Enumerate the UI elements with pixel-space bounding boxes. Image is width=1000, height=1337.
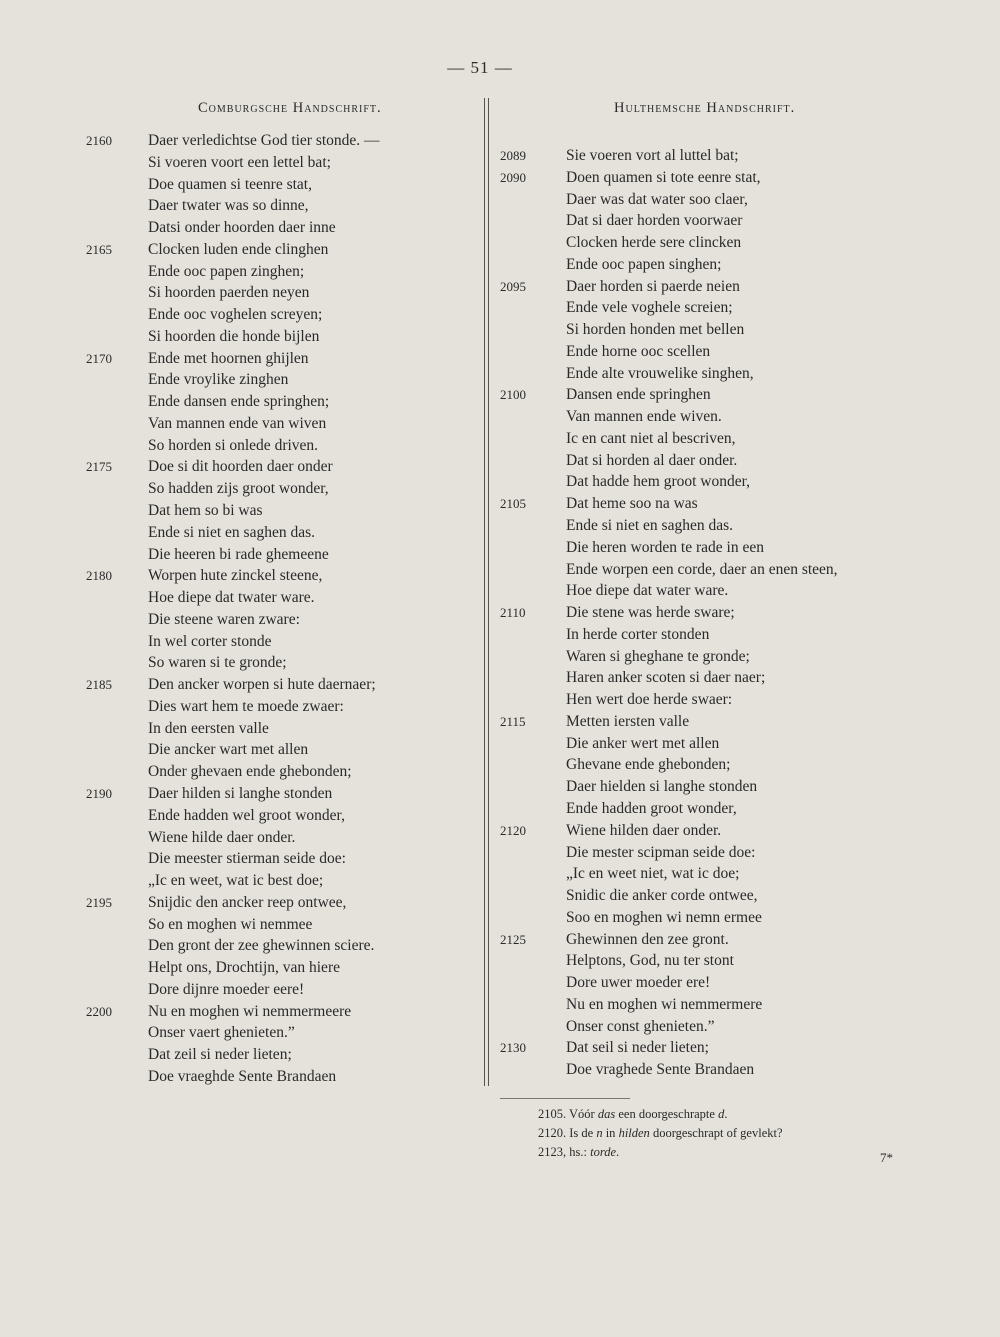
- verse-line: [500, 232, 920, 254]
- verse-line: [86, 391, 466, 413]
- verse-text: Nu en moghen wi nemmermere: [566, 995, 763, 1013]
- verse-text: Dat zeil si neder lieten;: [148, 1046, 292, 1064]
- line-number: 2195: [86, 894, 112, 910]
- verse-text: Wiene hilde daer onder.: [148, 828, 296, 846]
- verse-line: [500, 950, 920, 972]
- verse-line: [86, 413, 466, 435]
- verse-text: Ende si niet en saghen das.: [148, 523, 316, 541]
- verse-text: Die anker wert met allen: [566, 734, 720, 752]
- line-number: 2185: [86, 677, 112, 693]
- verse-line: [86, 914, 466, 936]
- verse-line: [500, 1037, 920, 1059]
- verse-text: Daer twater was so dinne,: [148, 197, 309, 215]
- verse-text: In herde corter stonden: [566, 625, 710, 643]
- footnote-text: 2120. Is de: [538, 1126, 597, 1140]
- verse-text: Doe vraghede Sente Brandaen: [566, 1061, 755, 1079]
- verse-text: Ende alte vrouwelike singhen,: [566, 364, 754, 382]
- verse-text: Daer horden si paerde neien: [566, 277, 740, 295]
- footnote-text: 2105. Vóór: [538, 1107, 598, 1121]
- verse-line: [500, 515, 920, 537]
- verse-line: [86, 478, 466, 500]
- verse-line: [500, 363, 920, 385]
- verse-line: [86, 892, 466, 914]
- verse-line: [500, 842, 920, 864]
- verse-text: Ic en cant niet al bescriven,: [566, 429, 736, 447]
- line-number: 2165: [86, 241, 112, 257]
- verse-text: Wiene hilden daer onder.: [566, 821, 722, 839]
- line-number: 2089: [500, 148, 526, 163]
- verse-text: Dat heme soo na was: [566, 495, 698, 513]
- footnote-italic: d: [718, 1107, 725, 1121]
- verse-line: [86, 456, 466, 478]
- verse-text: Worpen hute zinckel steene,: [148, 567, 323, 585]
- verse-text: Dat hem so bi was: [148, 502, 263, 520]
- footnote-text: een doorgeschrapte: [615, 1107, 719, 1121]
- verse-text: In wel corter stonde: [148, 632, 272, 650]
- verse-line: [500, 929, 920, 951]
- verse-line: [500, 384, 920, 406]
- verse-text: Si voeren voort een lettel bat;: [148, 153, 331, 171]
- verse-text: Ende dansen ende springhen;: [148, 393, 330, 411]
- verse-line: [86, 369, 466, 391]
- footnote-text: .: [616, 1145, 620, 1159]
- left-column: [86, 130, 466, 1088]
- left-column-title: Comburgsche Handschrift.: [198, 100, 382, 116]
- verse-text: Snidic die anker corde ontwee,: [566, 887, 758, 905]
- verse-text: Helptons, God, nu ter stont: [566, 952, 734, 970]
- verse-line: [86, 174, 466, 196]
- verse-text: Den ancker worpen si hute daernaer;: [148, 676, 376, 694]
- verse-line: [86, 609, 466, 631]
- footnote-italic: torde: [590, 1145, 617, 1159]
- verse-line: [500, 711, 920, 733]
- verse-line: [86, 631, 466, 653]
- verse-line: [86, 282, 466, 304]
- verse-text: Waren si gheghane te gronde;: [566, 647, 750, 665]
- verse-line: [500, 406, 920, 428]
- verse-line: [500, 820, 920, 842]
- verse-text: „Ic en weet, wat ic best doe;: [148, 872, 324, 890]
- verse-text: Nu en moghen wi nemmermeere: [148, 1002, 352, 1020]
- line-number: 2105: [500, 496, 526, 512]
- verse-line: [500, 428, 920, 450]
- right-column-title: Hulthemsche Handschrift.: [614, 100, 796, 116]
- verse-line: [500, 863, 920, 885]
- verse-line: [86, 304, 466, 326]
- verse-text: So en moghen wi nemmee: [148, 915, 313, 933]
- verse-text: So horden si onlede driven.: [148, 436, 319, 454]
- verse-line: [500, 167, 920, 189]
- verse-text: Daer hielden si langhe stonden: [566, 778, 758, 796]
- footnote: [538, 1124, 938, 1143]
- line-number: 2100: [500, 387, 526, 403]
- verse-text: Dat si daer horden voorwaer: [566, 212, 743, 230]
- verse-line: [86, 217, 466, 239]
- footnote-italic: das: [597, 1107, 616, 1121]
- verse-text: Ghewinnen den zee gront.: [566, 930, 729, 948]
- verse-text: Ghevane ende ghebonden;: [566, 756, 731, 774]
- verse-line: [500, 885, 920, 907]
- verse-text: Ende vele voghele screien;: [566, 299, 733, 317]
- verse-text: Dies wart hem te moede zwaer:: [148, 697, 344, 715]
- verse-line: [86, 565, 466, 587]
- verse-text: Sie voeren vort al luttel bat;: [566, 147, 739, 164]
- verse-text: Onser vaert ghenieten.”: [148, 1024, 295, 1042]
- line-number: 2190: [86, 785, 112, 801]
- verse-line: [86, 152, 466, 174]
- verse-line: [500, 994, 920, 1016]
- verse-line: [500, 689, 920, 711]
- verse-text: Si hoorden paerden neyen: [148, 284, 310, 302]
- verse-line: [500, 145, 920, 167]
- verse-line: [500, 189, 920, 211]
- footnote-text: 2123, hs.:: [538, 1145, 591, 1159]
- verse-text: Die stene was herde sware;: [566, 604, 735, 622]
- verse-line: [86, 544, 466, 566]
- verse-text: Den gront der zee ghewinnen sciere.: [148, 937, 375, 955]
- verse-line: [86, 500, 466, 522]
- verse-text: Clocken herde sere clincken: [566, 234, 742, 252]
- verse-text: Die heren worden te rade in een: [566, 538, 764, 556]
- verse-text: Metten iersten valle: [566, 712, 690, 730]
- verse-line: [86, 587, 466, 609]
- verse-line: [500, 624, 920, 646]
- verse-line: [86, 130, 466, 152]
- line-number: 2175: [86, 459, 112, 475]
- verse-line: [86, 870, 466, 892]
- verse-text: Helpt ons, Drochtijn, van hiere: [148, 959, 340, 977]
- verse-line: [86, 783, 466, 805]
- verse-text: Snijdic den ancker reep ontwee,: [148, 893, 347, 911]
- verse-text: Ende met hoornen ghijlen: [148, 349, 309, 367]
- verse-line: [500, 580, 920, 602]
- verse-line: [86, 652, 466, 674]
- verse-text: In den eersten valle: [148, 719, 269, 737]
- signature-mark: 7*: [880, 1150, 893, 1165]
- verse-text: Dat si horden al daer onder.: [566, 451, 738, 469]
- verse-line: [500, 602, 920, 624]
- verse-line: [86, 522, 466, 544]
- verse-text: Hoe diepe dat twater ware.: [148, 589, 315, 607]
- verse-line: [86, 827, 466, 849]
- verse-text: Onser const ghenieten.”: [566, 1017, 715, 1035]
- verse-line: [500, 776, 920, 798]
- verse-text: Hen wert doe herde swaer:: [566, 691, 733, 709]
- verse-text: Daer was dat water soo claer,: [566, 190, 748, 208]
- verse-line: [86, 739, 466, 761]
- verse-line: [86, 1001, 466, 1023]
- verse-text: Haren anker scoten si daer naer;: [566, 669, 766, 687]
- verse-text: Van mannen ende van wiven: [148, 414, 327, 432]
- verse-text: Ende ooc voghelen screyen;: [148, 306, 323, 324]
- verse-text: Doe vraeghde Sente Brandaen: [148, 1067, 337, 1085]
- verse-line: [500, 210, 920, 232]
- verse-line: [500, 493, 920, 515]
- verse-text: Hoe diepe dat water ware.: [566, 582, 729, 600]
- verse-text: Clocken luden ende clinghen: [148, 240, 329, 258]
- verse-text: Si hoorden die honde bijlen: [148, 327, 320, 345]
- verse-text: Dore uwer moeder ere!: [566, 974, 711, 992]
- verse-line: [86, 805, 466, 827]
- verse-text: Van mannen ende wiven.: [566, 408, 722, 426]
- verse-line: [500, 537, 920, 559]
- verse-text: Doe quamen si teenre stat,: [148, 175, 312, 193]
- verse-line: [500, 276, 920, 298]
- verse-text: Dansen ende springhen: [566, 386, 711, 404]
- verse-line: [86, 957, 466, 979]
- verse-text: Dore dijnre moeder eere!: [148, 980, 305, 998]
- verse-line: [500, 319, 920, 341]
- verse-line: [86, 761, 466, 783]
- verse-text: Ende hadden wel groot wonder,: [148, 806, 345, 824]
- verse-text: Ende ooc papen zinghen;: [148, 262, 305, 280]
- verse-line: [86, 979, 466, 1001]
- line-number: 2125: [500, 931, 526, 947]
- verse-line: [86, 1022, 466, 1044]
- verse-line: [86, 326, 466, 348]
- verse-line: [500, 798, 920, 820]
- verse-line: [500, 254, 920, 276]
- verse-line: [500, 646, 920, 668]
- verse-text: Datsi onder hoorden daer inne: [148, 219, 336, 237]
- footnote-text: .: [724, 1107, 728, 1121]
- verse-line: [86, 195, 466, 217]
- verse-text: Daer verledichtse God tier stonde. —: [148, 132, 380, 149]
- line-number: 2200: [86, 1003, 112, 1019]
- verse-text: Die meester stierman seide doe:: [148, 850, 346, 868]
- verse-text: Dat hadde hem groot wonder,: [566, 473, 751, 491]
- line-number: 2120: [500, 822, 526, 838]
- verse-line: [86, 718, 466, 740]
- verse-line: [86, 348, 466, 370]
- verse-text: Die ancker wart met allen: [148, 741, 309, 759]
- line-number: 2115: [500, 713, 526, 729]
- footnote: [538, 1105, 938, 1124]
- verse-line: [500, 972, 920, 994]
- verse-line: [86, 935, 466, 957]
- verse-line: [86, 674, 466, 696]
- footnote-italic: hilden: [618, 1126, 650, 1140]
- verse-text: So hadden zijs groot wonder,: [148, 480, 329, 498]
- verse-line: [500, 1016, 920, 1038]
- verse-text: Dat seil si neder lieten;: [566, 1039, 709, 1057]
- verse-text: „Ic en weet niet, wat ic doe;: [566, 865, 740, 883]
- footnote-rule: [500, 1098, 630, 1099]
- footnotes: [538, 1105, 938, 1162]
- verse-line: [86, 435, 466, 457]
- verse-line: [500, 754, 920, 776]
- line-number: 2130: [500, 1040, 526, 1056]
- verse-text: Die heeren bi rade ghemeene: [148, 545, 329, 563]
- verse-text: Si horden honden met bellen: [566, 321, 745, 339]
- verse-text: Die mester scipman seide doe:: [566, 843, 756, 861]
- column-divider: [484, 98, 489, 1086]
- verse-line: [500, 907, 920, 929]
- line-number: 2095: [500, 278, 526, 294]
- verse-text: So waren si te gronde;: [148, 654, 287, 672]
- line-number: 2160: [86, 133, 112, 148]
- line-number: 2090: [500, 169, 526, 185]
- verse-line: [500, 559, 920, 581]
- verse-line: [500, 1059, 920, 1081]
- verse-line: [86, 848, 466, 870]
- footnote-italic: n: [596, 1126, 603, 1140]
- verse-text: Ende horne ooc scellen: [566, 342, 711, 360]
- verse-line: [500, 341, 920, 363]
- verse-line: [86, 696, 466, 718]
- right-column: [500, 145, 920, 1081]
- verse-line: [86, 1044, 466, 1066]
- verse-text: Ende vroylike zinghen: [148, 371, 289, 389]
- verse-text: Ende hadden groot wonder,: [566, 799, 737, 817]
- verse-line: [500, 471, 920, 493]
- footnote-text: in: [602, 1126, 619, 1140]
- line-number: 2180: [86, 568, 112, 584]
- verse-text: Ende ooc papen singhen;: [566, 255, 722, 273]
- verse-line: [500, 733, 920, 755]
- verse-text: Doe si dit hoorden daer onder: [148, 458, 333, 476]
- verse-text: Soo en moghen wi nemn ermee: [566, 908, 762, 926]
- verse-text: Ende worpen een corde, daer an enen steen,: [566, 560, 838, 578]
- verse-line: [86, 239, 466, 261]
- line-number: 2170: [86, 350, 112, 366]
- verse-text: Onder ghevaen ende ghebonden;: [148, 763, 352, 781]
- verse-text: Daer hilden si langhe stonden: [148, 784, 333, 802]
- verse-line: [86, 261, 466, 283]
- verse-text: Die steene waren zware:: [148, 610, 300, 628]
- footnote-text: doorgeschrapt of gevlekt?: [649, 1126, 783, 1140]
- page-number: — 51 —: [447, 58, 513, 77]
- verse-line: [500, 450, 920, 472]
- verse-line: [86, 1066, 466, 1088]
- verse-line: [500, 297, 920, 319]
- verse-line: [500, 667, 920, 689]
- line-number: 2110: [500, 605, 526, 621]
- verse-text: Doen quamen si tote eenre stat,: [566, 168, 761, 186]
- verse-text: Ende si niet en saghen das.: [566, 517, 734, 535]
- footnote: [538, 1143, 938, 1162]
